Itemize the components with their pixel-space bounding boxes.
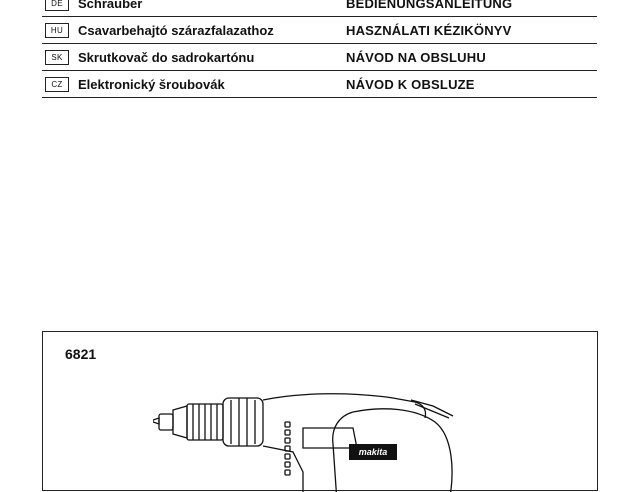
model-number: 6821 xyxy=(65,346,97,362)
language-row-cz xyxy=(42,71,597,98)
tool-title: Csavarbehajtó szárazfalazathoz xyxy=(78,23,274,38)
tool-title: Elektronický šroubovák xyxy=(78,77,225,92)
tool-title: Skrutkovač do sadrokartónu xyxy=(78,50,255,65)
language-row-de xyxy=(42,0,597,17)
model-illustration-box xyxy=(42,331,598,491)
language-row-sk xyxy=(42,44,597,71)
manual-label: NÁVOD NA OBSLUHU xyxy=(346,50,486,65)
svg-text:makita: makita xyxy=(358,447,388,457)
manual-label: BEDIENUNGSANLEITUNG xyxy=(346,0,513,11)
language-code-badge: HU xyxy=(45,23,69,38)
language-table xyxy=(42,0,597,98)
language-code-badge: SK xyxy=(45,50,69,65)
manual-label: HASZNÁLATI KÉZIKÖNYV xyxy=(346,23,512,38)
language-code-badge: DE xyxy=(45,0,69,11)
tool-title: Schrauber xyxy=(78,0,143,11)
language-code-badge: CZ xyxy=(45,77,69,92)
screwdriver-illustration xyxy=(153,392,463,492)
manual-label: NÁVOD K OBSLUZE xyxy=(346,77,475,92)
language-row-hu xyxy=(42,17,597,44)
